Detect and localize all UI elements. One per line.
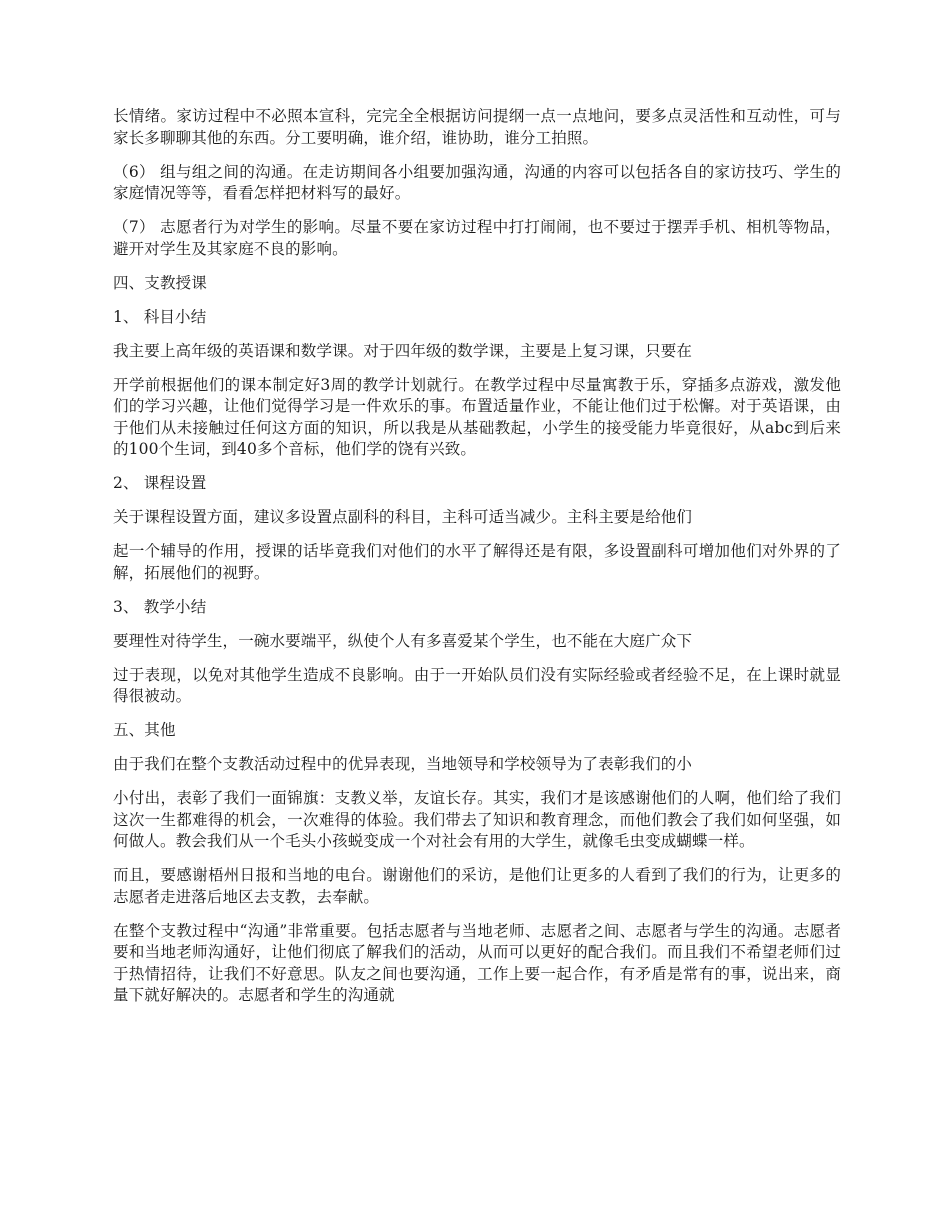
section-heading-other: 五、其他 <box>113 721 176 739</box>
paragraph-other-thanks-media: 而且，要感谢梧州日报和当地的电台。谢谢他们的采访，是他们让更多的人看到了我们的行为，让更多的志愿者走进落后地区去支教，去奉献。 <box>113 866 841 906</box>
subheading-subject-summary: 1、 科目小结 <box>113 307 207 326</box>
paragraph-other-intro: 由于我们在整个支教活动过程中的优异表现，当地领导和学校领导为了表彰我们的小 <box>113 755 693 773</box>
paragraph-course-settings-intro: 关于课程设置方面，建议多设置点副科的科目，主科可适当减少。主科主要是给他们 <box>113 508 693 526</box>
paragraph-course-settings-body: 起一个辅导的作用，授课的话毕竟我们对他们的水平了解得还是有限，多设置副科可增加他们对外界的了解，拓展他们的视野。 <box>113 542 841 582</box>
paragraph-teaching-summary-body: 过于表现，以免对其他学生造成不良影响。由于一开始队员们没有实际经验或者经验不足，在上课时就显得很被动。 <box>113 665 841 705</box>
document-page <box>113 106 841 1019</box>
paragraph-subject-summary-intro: 我主要上高年级的英语课和数学课。对于四年级的数学课，主要是上复习课，只要在 <box>113 341 693 360</box>
paragraph-group-communication: （6） 组与组之间的沟通。在走访期间各小组要加强沟通，沟通的内容可以包括各自的家访技巧、学生的家庭情况等等，看看怎样把材料写的最好。 <box>113 162 841 202</box>
paragraph-volunteer-behavior: （7） 志愿者行为对学生的影响。尽量不要在家访过程中打打闹闹，也不要过于摆弄手机、相机等物品，避开对学生及其家庭不良的影响。 <box>113 218 841 258</box>
subheading-course-settings: 2、 课程设置 <box>113 474 207 492</box>
section-heading-teaching: 四、支教授课 <box>113 273 207 292</box>
paragraph-subject-summary-body: 开学前根据他们的课本制定好3周的教学计划就行。在教学过程中尽量寓教于乐，穿插多点游戏，激发他们的学习兴趣，让他们觉得学习是一件欢乐的事。布置适量作业，不能让他们过于松懈。对于英语课，由于他们从未接触过任何这方面的知识，所以我是从基础教起，小学生的接受能力毕竟很好，从abc到后来的100个生词，到40多个音标，他们学的饶有兴致。 <box>113 375 841 458</box>
paragraph-teaching-summary-intro: 要理性对待学生，一碗水要端平，纵使个人有多喜爱某个学生，也不能在大庭广众下 <box>113 631 693 650</box>
paragraph-visit-notes: 长情绪。家访过程中不必照本宣科，完完全全根据访问提纲一点一点地问，要多点灵活性和互动性，可与家长多聊聊其他的东西。分工要明确，谁介绍，谁协助，谁分工拍照。 <box>113 107 841 147</box>
subheading-teaching-summary: 3、 教学小结 <box>113 597 207 616</box>
paragraph-communication: 在整个支教过程中“沟通”非常重要。包括志愿者与当地老师、志愿者之间、志愿者与学生的沟通。志愿者要和当地老师沟通好，让他们彻底了解我们的活动，从而可以更好的配合我们。而且我们不希望老师们过于热情招待，让我们不好意思。队友之间也要沟通，工作上要一起合作，有矛盾是常有的事，说出来，商量下就好解决的。志愿者和学生的沟通就 <box>113 921 841 1004</box>
paragraph-other-banner: 小付出，表彰了我们一面锦旗：支教义举，友谊长存。其实，我们才是该感谢他们的人啊，他们给了我们这次一生都难得的机会，一次难得的体验。我们带去了知识和教育理念，而他们教会了我们如何坚强，如何做人。教会我们从一个毛头小孩蜕变成一个对社会有用的大学生，就像毛虫变成蝴蝶一样。 <box>113 789 841 850</box>
